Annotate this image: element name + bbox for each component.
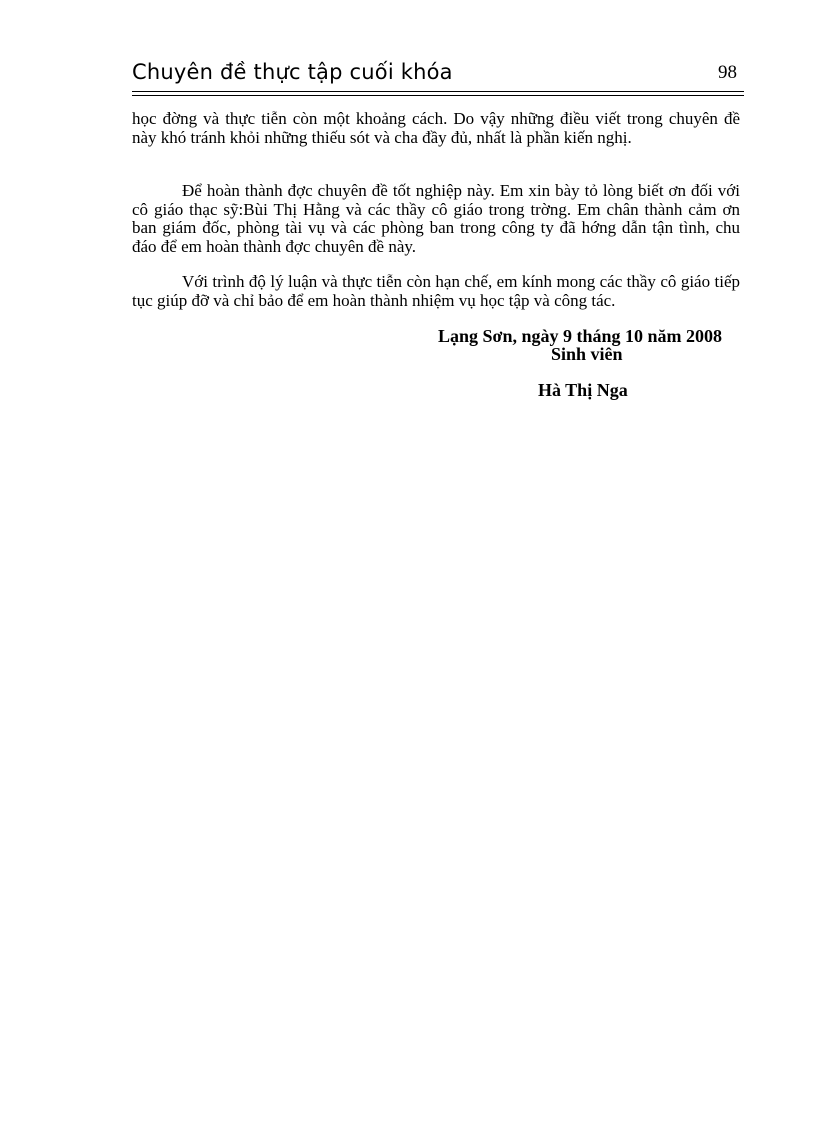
- paragraph-3: Với trình độ lý luận và thực tiễn còn hạn chế, em kính mong các thầy cô giáo tiếp tục giúp đỡ và chỉ bảo để em hoàn thành nhiệm vụ học tập và công tác.: [132, 272, 740, 310]
- paragraph-1: học đờng và thực tiễn còn một khoảng cách. Do vậy những điều viết trong chuyên đề này khó tránh khỏi những thiếu sót và cha đầy đủ, nhất là phần kiến nghị.: [132, 109, 740, 147]
- page-number: 98: [718, 62, 737, 83]
- header-title: Chuyên đề thực tập cuối khóa: [132, 60, 453, 84]
- signature-place-date: Lạng Sơn, ngày 9 tháng 10 năm 2008: [438, 326, 723, 346]
- header-rule-top: [132, 91, 744, 92]
- paragraph-2: Để hoàn thành đợc chuyên đề tốt nghiệp này. Em xin bày tỏ lòng biết ơn đối với cô giáo thạc sỹ:Bùi Thị Hằng và các thầy cô giáo trong trờng. Em chân thành cảm ơn ban giám đốc, phòng tài vụ và các phòng ban trong công ty đã hớng dẫn tận tình, chu đáo để em hoàn thành đợc chuyên đề này.: [132, 181, 740, 256]
- header-rule-bottom: [132, 95, 744, 96]
- signature-name: Hà Thị Nga: [538, 380, 628, 400]
- signature-role: Sinh viên: [551, 344, 623, 364]
